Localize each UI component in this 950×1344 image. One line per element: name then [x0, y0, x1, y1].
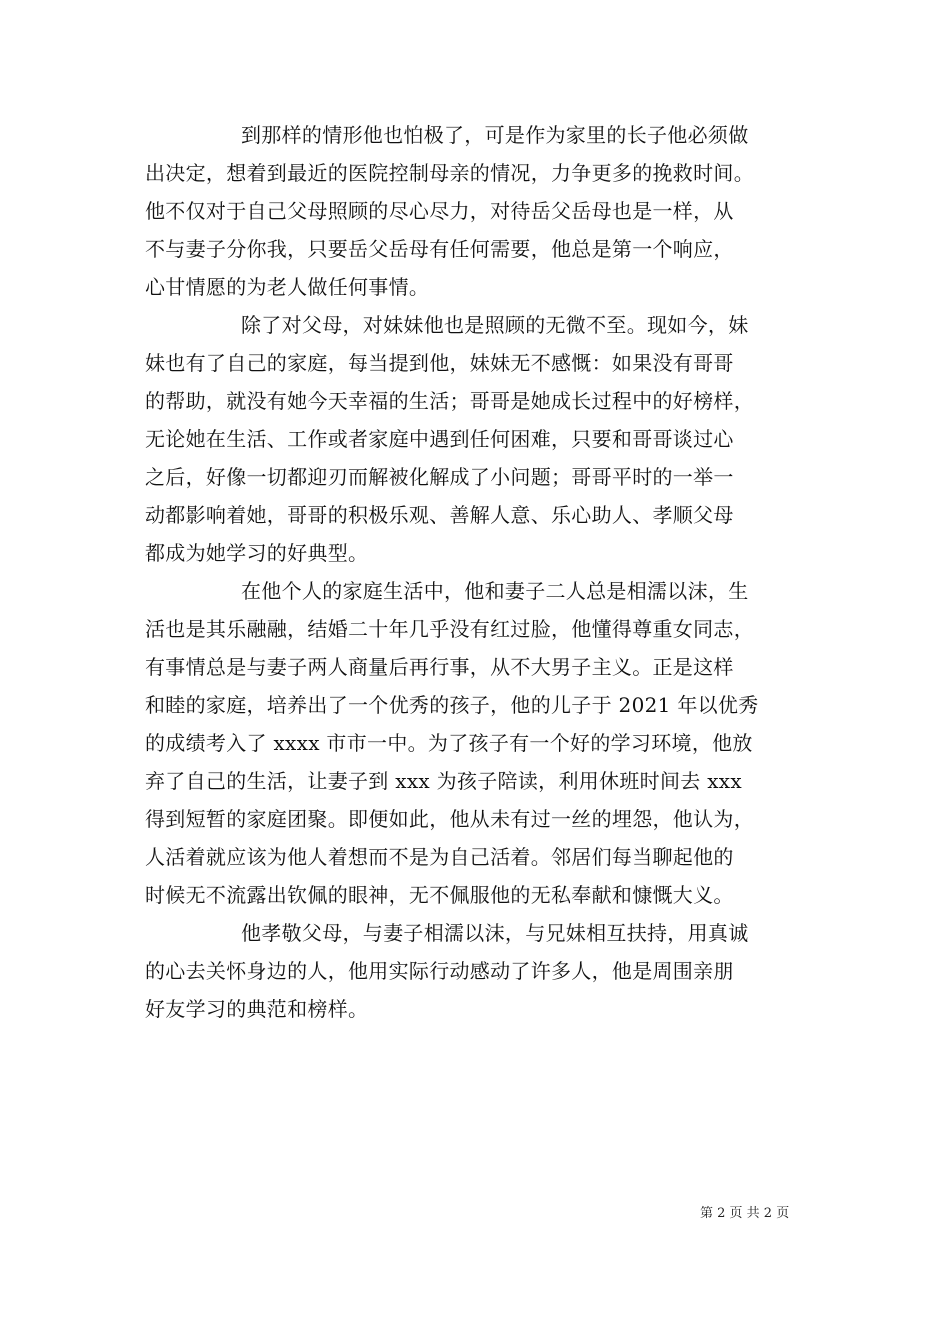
text-line: 的心去关怀身边的人，他用实际行动感动了许多人，他是周围亲朋: [145, 959, 734, 983]
body-text: [145, 116, 813, 1028]
text-line: 心甘情愿的为老人做任何事情。: [145, 275, 430, 299]
text-line: 他孝敬父母，与妻子相濡以沫，与兄妹相互扶持，用真诚: [241, 921, 749, 945]
text-line: 的成绩考入了 xxxx 市市一中。为了孩子有一个好的学习环境，他放: [145, 731, 753, 755]
text-line: 都成为她学习的好典型。: [145, 541, 369, 565]
text-line: 动都影响着她，哥哥的积极乐观、善解人意、乐心助人、孝顺父母: [145, 503, 734, 527]
text-line: 到那样的情形他也怕极了，可是作为家里的长子他必须做: [241, 123, 749, 147]
text-line: 得到短暂的家庭团聚。即便如此，他从未有过一丝的埋怨，他认为，: [145, 807, 754, 831]
page-number-footer: 第 2 页 共 2 页: [700, 1206, 790, 1221]
text-line: 弃了自己的生活，让妻子到 xxx 为孩子陪读，利用休班时间去 xxx: [145, 769, 742, 793]
text-line: 妹也有了自己的家庭，每当提到他，妹妹无不感慨：如果没有哥哥: [145, 351, 734, 375]
text-line: 在他个人的家庭生活中，他和妻子二人总是相濡以沫，生: [241, 579, 749, 603]
text-line: 活也是其乐融融，结婚二十年几乎没有红过脸，他懂得尊重女同志，: [145, 617, 754, 641]
text-line: 之后，好像一切都迎刃而解被化解成了小问题；哥哥平时的一举一: [145, 465, 734, 489]
text-line: 有事情总是与妻子两人商量后再行事，从不大男子主义。正是这样: [145, 655, 734, 679]
text-line: 人活着就应该为他人着想而不是为自己活着。邻居们每当聊起他的: [145, 845, 734, 869]
text-line: 的帮助，就没有她今天幸福的生活；哥哥是她成长过程中的好榜样，: [145, 389, 754, 413]
text-line: 不与妻子分你我，只要岳父岳母有任何需要，他总是第一个响应，: [145, 237, 734, 261]
paragraph-2: [145, 306, 813, 572]
text-line: 他不仅对于自己父母照顾的尽心尽力，对待岳父岳母也是一样，从: [145, 199, 734, 223]
paragraph-1: [145, 116, 813, 306]
text-line: 时候无不流露出钦佩的眼神，无不佩服他的无私奉献和慷慨大义。: [145, 883, 734, 907]
paragraph-4: [145, 914, 813, 1028]
paragraph-3: [145, 572, 813, 914]
text-line: 和睦的家庭，培养出了一个优秀的孩子，他的儿子于 2021 年以优秀: [145, 693, 759, 717]
text-line: 好友学习的典范和榜样。: [145, 997, 369, 1021]
text-line: 除了对父母，对妹妹他也是照顾的无微不至。现如今，妹: [241, 313, 749, 337]
text-line: 出决定，想着到最近的医院控制母亲的情况，力争更多的挽救时间。: [145, 161, 754, 185]
text-line: 无论她在生活、工作或者家庭中遇到任何困难，只要和哥哥谈过心: [145, 427, 734, 451]
